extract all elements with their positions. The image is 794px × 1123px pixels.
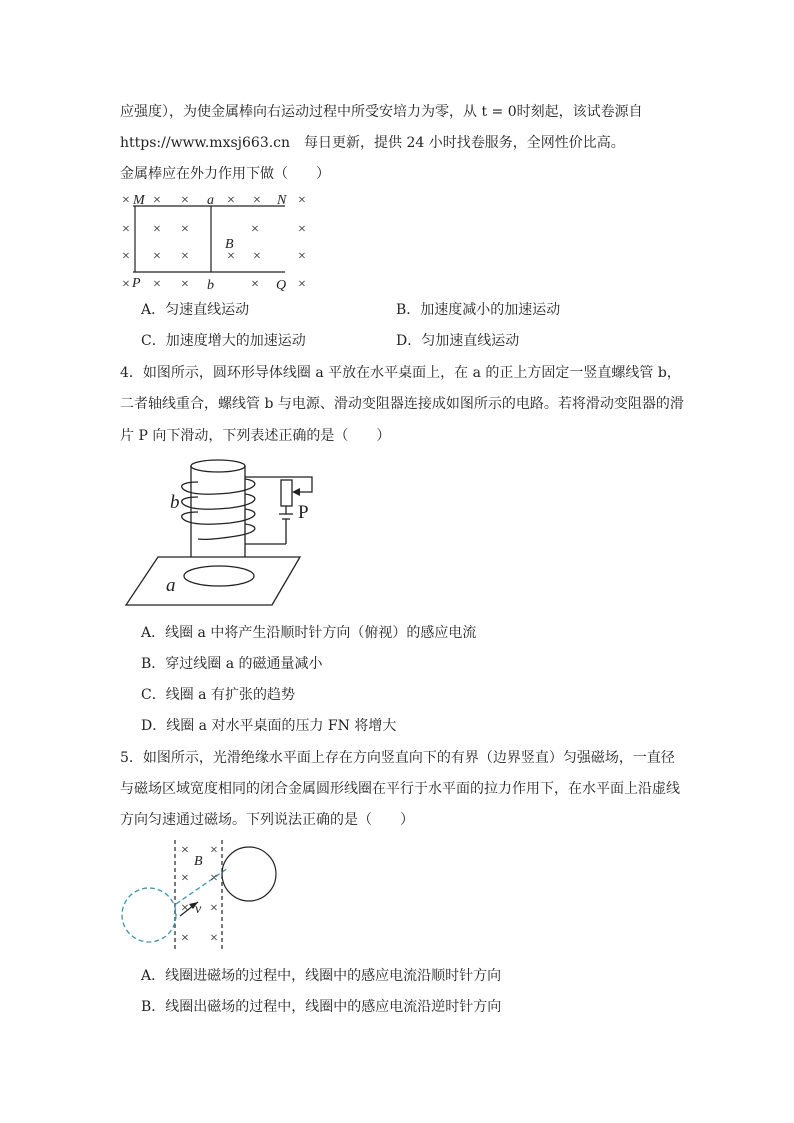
label-N: N bbox=[277, 193, 287, 208]
cross-mark: × bbox=[251, 277, 259, 292]
cross-mark: × bbox=[153, 277, 161, 292]
q5-option-b: B．线圈出磁场的过程中，线圈中的感应电流沿逆时针方向 bbox=[141, 999, 502, 1015]
label-slider-P: P bbox=[298, 502, 309, 523]
cross-mark: × bbox=[181, 249, 189, 264]
cross-mark: × bbox=[210, 871, 218, 886]
cross-mark: × bbox=[210, 843, 218, 858]
intro-line-1: 应强度），为使金属棒向右运动过程中所受安培力为零，从 t = 0时刻起，该试卷源自 bbox=[120, 104, 643, 120]
question-3-stem: 金属棒应在外力作用下做（ ） bbox=[120, 166, 330, 182]
q4-option-a: A．线圈 a 中将产生沿顺时针方向（俯视）的感应电流 bbox=[141, 625, 477, 641]
q3-option-a: A．匀速直线运动 bbox=[141, 302, 250, 318]
q3-option-d: D．匀加速直线运动 bbox=[396, 333, 520, 349]
label-Q: Q bbox=[276, 278, 287, 293]
cross-mark: × bbox=[181, 277, 189, 292]
cross-mark: × bbox=[122, 193, 130, 208]
q4-option-b: B．穿过线圈 a 的磁通量减小 bbox=[141, 656, 323, 672]
q4-option-c: C．线圈 a 有扩张的趋势 bbox=[141, 687, 295, 703]
q4-stem-line-3: 片 P 向下滑动，下列表述正确的是（ ） bbox=[120, 428, 391, 444]
cross-mark: × bbox=[122, 249, 130, 264]
intro-line-2: https://www.mxsj663.cn 每日更新，提供 24 小时找卷服务，全网性价比高。 bbox=[120, 135, 625, 151]
cross-mark: × bbox=[153, 249, 161, 264]
cross-mark: × bbox=[210, 931, 218, 946]
rail-magnetic-field-figure bbox=[115, 188, 315, 293]
cross-mark: × bbox=[298, 193, 306, 208]
cross-mark: × bbox=[227, 193, 235, 208]
label-ring-a: a bbox=[166, 575, 176, 596]
label-b: b bbox=[207, 278, 214, 293]
solenoid-ring-figure bbox=[120, 455, 320, 610]
cross-mark: × bbox=[153, 193, 161, 208]
label-P: P bbox=[132, 276, 141, 291]
ring-field-region-figure bbox=[118, 838, 283, 953]
label-B: B bbox=[225, 237, 234, 252]
cross-mark: × bbox=[253, 249, 261, 264]
label-v: v bbox=[195, 902, 202, 917]
cross-mark: × bbox=[298, 249, 306, 264]
cross-mark: × bbox=[298, 277, 306, 292]
q3-option-c: C．加速度增大的加速运动 bbox=[141, 333, 306, 349]
label-B: B bbox=[194, 854, 203, 869]
cross-mark: × bbox=[181, 843, 189, 858]
cross-mark: × bbox=[251, 222, 259, 237]
cross-mark: × bbox=[253, 193, 261, 208]
cross-mark: × bbox=[181, 871, 189, 886]
q4-stem-line-1: 4．如图所示，圆环形导体线圈 a 平放在水平桌面上，在 a 的正上方固定一竖直螺线管 b， bbox=[120, 365, 681, 381]
label-M: M bbox=[133, 193, 145, 208]
cross-mark: × bbox=[210, 901, 218, 916]
q4-option-d: D．线圈 a 对水平桌面的压力 FN 将增大 bbox=[141, 718, 397, 734]
cross-mark: × bbox=[181, 931, 189, 946]
cross-mark: × bbox=[122, 222, 130, 237]
q5-stem-line-3: 方向匀速通过磁场。下列说法正确的是（ ） bbox=[120, 812, 414, 828]
cross-mark: × bbox=[227, 249, 235, 264]
label-a: a bbox=[207, 193, 214, 208]
q3-option-b: B．加速度减小的加速运动 bbox=[396, 302, 561, 318]
label-solenoid-b: b bbox=[170, 492, 180, 513]
cross-mark: × bbox=[153, 222, 161, 237]
cross-mark: × bbox=[181, 222, 189, 237]
q4-stem-line-2: 二者轴线重合，螺线管 b 与电源、滑动变阻器连接成如图所示的电路。若将滑动变阻器的滑 bbox=[120, 396, 684, 412]
q5-option-a: A．线圈进磁场的过程中，线圈中的感应电流沿顺时针方向 bbox=[141, 968, 502, 984]
q5-stem-line-2: 与磁场区域宽度相同的闭合金属圆形线圈在平行于水平面的拉力作用下，在水平面上沿虚线 bbox=[120, 781, 680, 797]
cross-mark: × bbox=[181, 901, 189, 916]
cross-mark: × bbox=[181, 193, 189, 208]
cross-mark: × bbox=[298, 222, 306, 237]
cross-mark: × bbox=[122, 277, 130, 292]
q5-stem-line-1: 5．如图所示，光滑绝缘水平面上存在方向竖直向下的有界（边界竖直）匀强磁场，一直径 bbox=[120, 750, 675, 766]
